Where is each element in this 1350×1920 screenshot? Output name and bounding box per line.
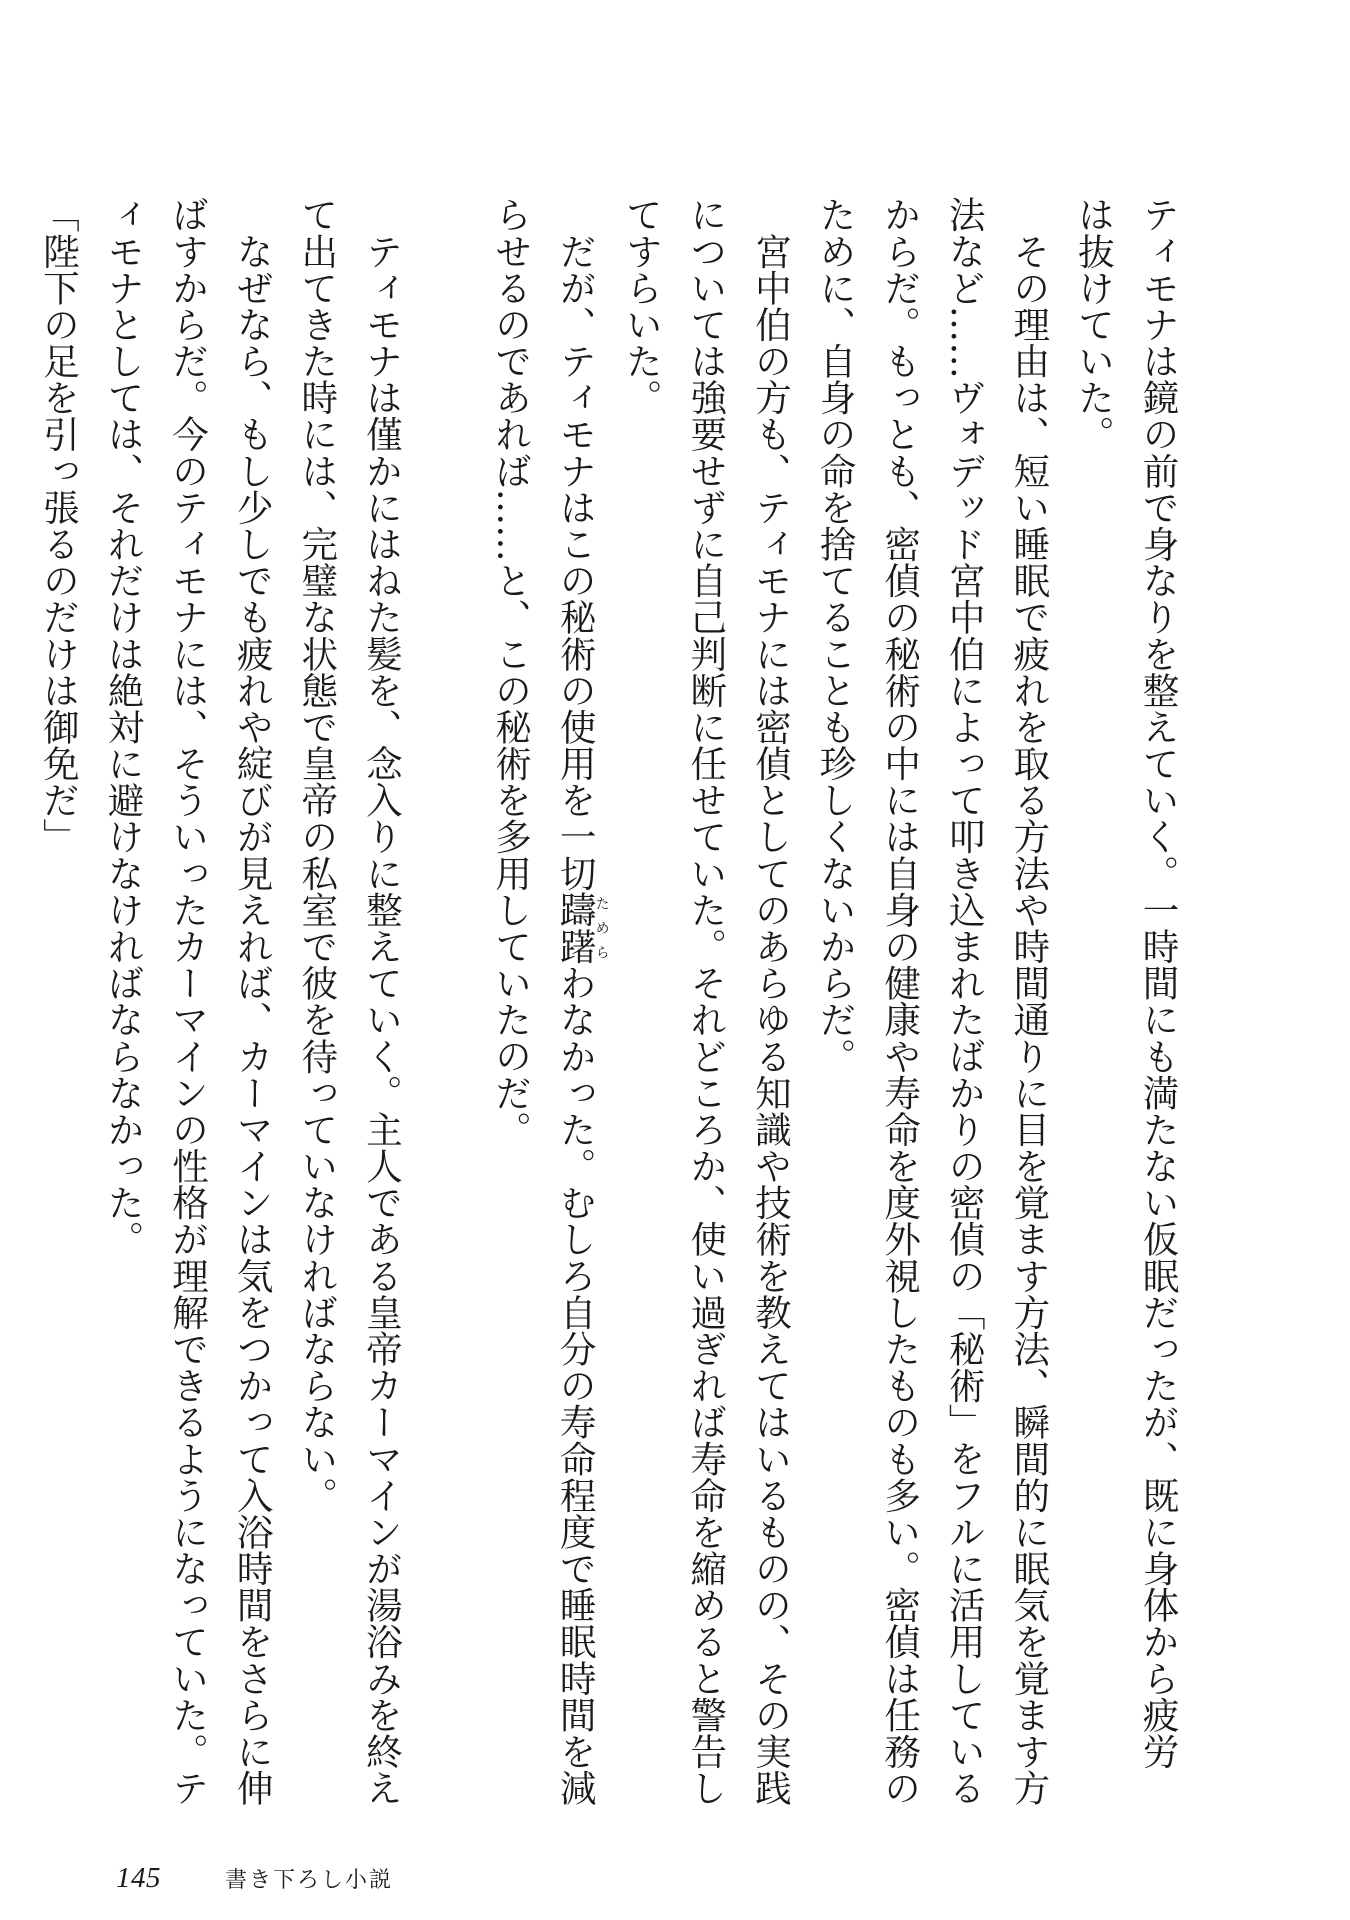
text-line: ティモナは僅かにはねた髪を、念入りに整えていく。主人である皇帝カーマインが湯浴みを終え [360, 196, 404, 1806]
text-line: その理由は、短い睡眠で疲れを取る方法や時間通りに目を覚ます方法、瞬間的に眠気を覚ます方 [1007, 196, 1051, 1806]
text-line: ばすからだ。今のティモナには、そういったカーマインの性格が理解できるようになっていた。テ [166, 196, 210, 1806]
page-number: 145 [116, 1862, 161, 1894]
text-line: ために、自身の命を捨てることも珍しくないからだ。 [814, 196, 858, 1075]
text-line: てすらいた。 [620, 196, 664, 416]
text-line: 法など……ヴォデッド宮中伯によって叩き込まれたばかりの密偵の「秘術」をフルに活用している [943, 196, 987, 1806]
text-line: ティモナは鏡の前で身なりを整えていく。一時間にも満たない仮眠だったが、既に身体から疲労 [1137, 196, 1180, 1770]
ruby-annotation: 躊躇ためら [554, 891, 610, 965]
page-footer [116, 1862, 393, 1895]
text-line: は抜けていた。 [1072, 196, 1116, 453]
text-line: からだ。もっとも、密偵の秘術の中には自身の健康や寿命を度外視したものも多い。密偵は任務の [878, 196, 922, 1806]
running-title: 書き下ろし小説 [225, 1868, 394, 1893]
body-text [26, 196, 1190, 1806]
text-line: ィモナとしては、それだけは絶対に避けなければならなかった。 [102, 196, 145, 1258]
text-line: らせるのであれば……と、この秘術を多用していたのだ。 [489, 196, 533, 1148]
text-line: については強要せずに自己判断に任せていた。それどころか、使い過ぎれば寿命を縮めると警告し [684, 196, 728, 1806]
section-break [413, 196, 478, 1756]
text-line: 「陛下の足を引っ張るのだけは御免だ」 [37, 196, 81, 855]
text-line: て出てきた時には、完璧な状態で皇帝の私室で彼を待っていなければならない。 [295, 196, 339, 1514]
text-line: 宮中伯の方も、ティモナには密偵としてのあらゆる知識や技術を教えてはいるものの、その実践 [749, 196, 793, 1806]
text-line: なぜなら、もし少しでも疲れや綻びが見えれば、カーマインは気をつかって入浴時間をさらに伸 [231, 196, 275, 1806]
text-line: だが、ティモナはこの秘術の使用を一切躊躇ためらわなかった。むしろ自分の寿命程度で睡眠時間を減 [554, 196, 610, 1806]
